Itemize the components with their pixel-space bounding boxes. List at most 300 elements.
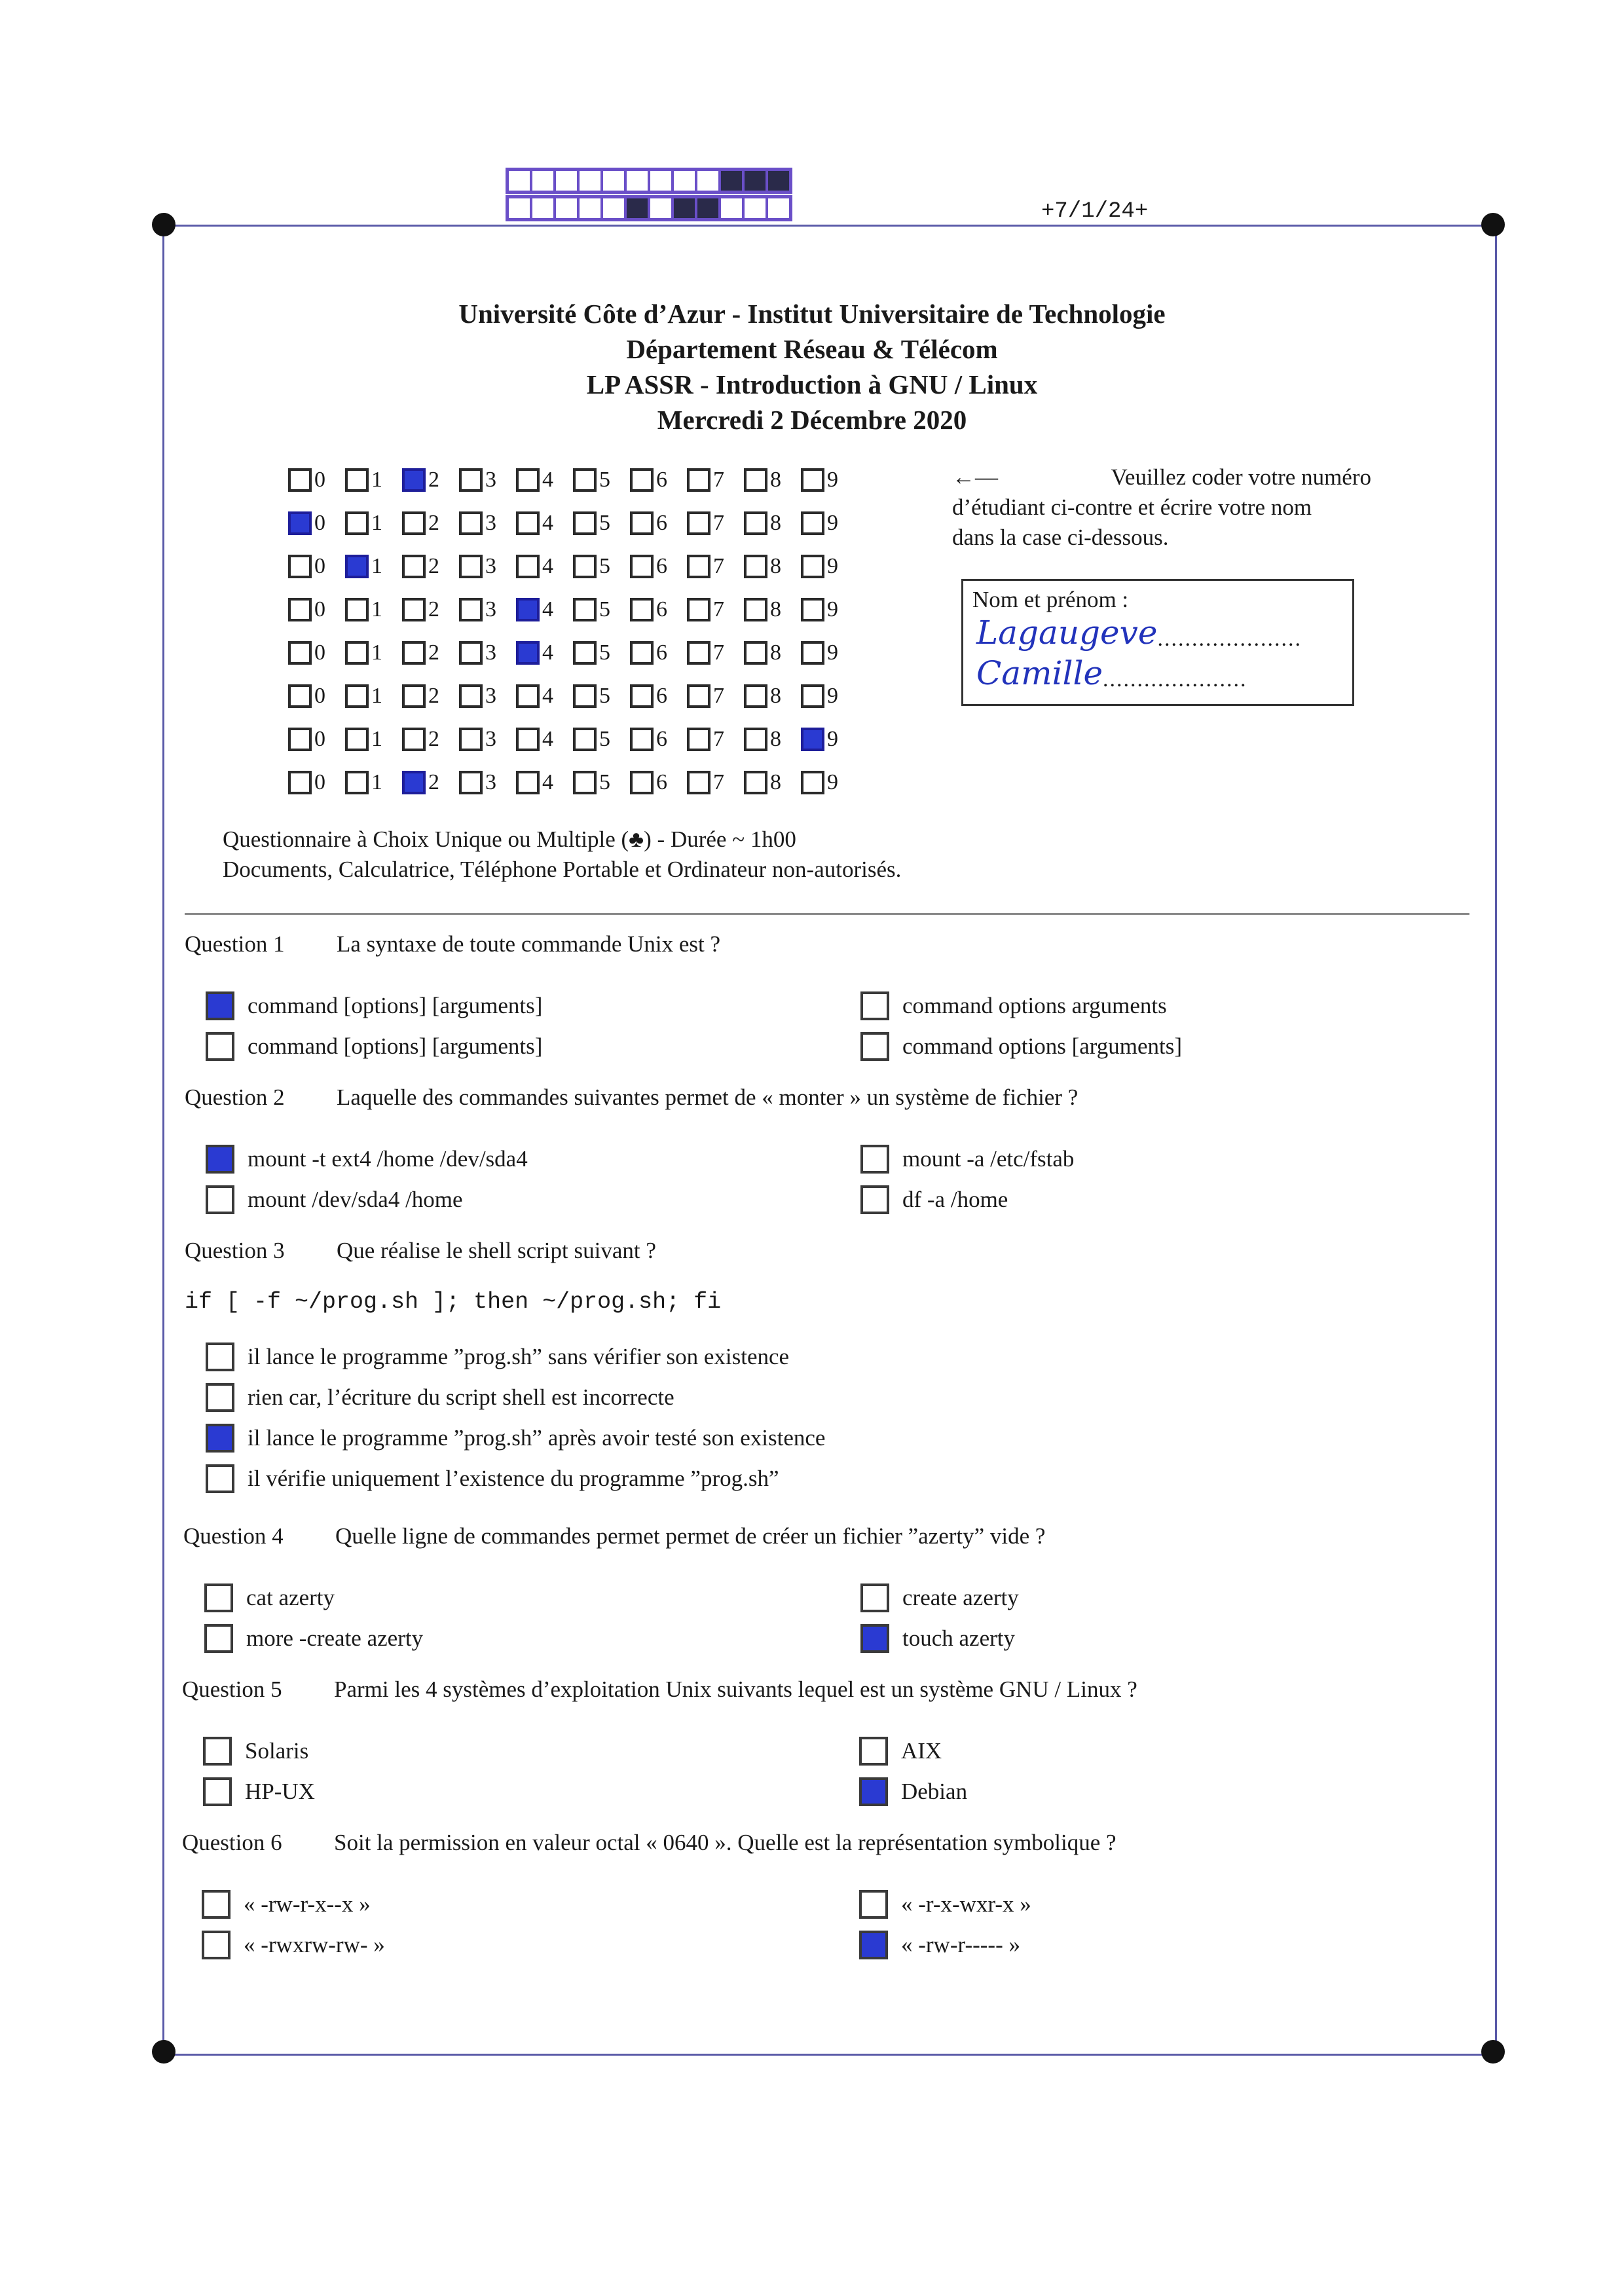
answer-text: more -create azerty	[246, 1625, 424, 1651]
id-digit-checkbox[interactable]	[801, 684, 824, 708]
id-digit-checkbox[interactable]	[573, 641, 597, 665]
id-digit-checkbox[interactable]	[288, 555, 312, 578]
q1-answer-b[interactable]	[860, 991, 1167, 1020]
id-digit-option[interactable]	[459, 554, 516, 579]
id-digit-checkbox[interactable]	[801, 468, 824, 492]
id-digit-label: 4	[542, 770, 553, 794]
id-digit-label: 3	[485, 640, 496, 665]
id-digit-label: 7	[713, 770, 724, 794]
id-digit-checkbox[interactable]	[402, 728, 426, 751]
checkbox[interactable]	[860, 1145, 889, 1174]
id-digit-option[interactable]	[516, 511, 573, 536]
id-digit-checkbox[interactable]	[516, 511, 540, 535]
id-digit-option[interactable]	[459, 684, 516, 709]
id-digit-label: 2	[428, 770, 439, 794]
id-digit-checkbox[interactable]	[345, 598, 369, 621]
checkbox[interactable]	[203, 1737, 232, 1766]
id-digit-label: 2	[428, 684, 439, 708]
id-digit-option[interactable]	[573, 727, 630, 752]
id-digit-option[interactable]	[402, 770, 459, 795]
id-digit-checkbox[interactable]	[687, 468, 710, 492]
id-digit-option[interactable]	[459, 727, 516, 752]
id-digit-checkbox[interactable]	[345, 728, 369, 751]
id-digit-checkbox[interactable]	[630, 728, 654, 751]
id-digit-option[interactable]	[516, 554, 573, 579]
id-digit-label: 8	[770, 770, 781, 794]
id-digit-checkbox[interactable]	[459, 684, 483, 708]
id-digit-checkbox[interactable]	[459, 598, 483, 621]
id-digit-checkbox[interactable]	[744, 468, 767, 492]
checkbox[interactable]	[860, 1032, 889, 1061]
id-digit-checkbox[interactable]	[459, 511, 483, 535]
q3-answer-d[interactable]	[206, 1464, 779, 1493]
id-digit-label: 3	[485, 511, 496, 535]
id-digit-option[interactable]	[744, 597, 801, 622]
q3-answer-a[interactable]	[206, 1342, 789, 1371]
id-digit-checkbox[interactable]	[573, 598, 597, 621]
id-digit-checkbox[interactable]	[288, 511, 312, 535]
id-digit-option[interactable]	[345, 468, 402, 492]
name-dots-line-2: .....................	[1103, 667, 1247, 692]
id-digit-option[interactable]	[573, 684, 630, 709]
answer-text: il lance le programme ”prog.sh” après avoir testé son existence	[248, 1425, 826, 1451]
id-digit-option[interactable]	[345, 640, 402, 665]
id-digit-option[interactable]	[801, 640, 858, 665]
id-digit-option[interactable]	[801, 597, 858, 622]
id-instructions	[952, 462, 1371, 553]
id-digit-option[interactable]	[801, 468, 858, 492]
id-digit-label: 8	[770, 468, 781, 492]
q3-answer-c[interactable]	[206, 1424, 825, 1453]
handwritten-last-name: Lagaugeve	[976, 614, 1158, 652]
id-digit-checkbox[interactable]	[402, 598, 426, 621]
question-2-text: Laquelle des commandes suivantes permet de « monter » un système de fichier ?	[337, 1084, 1079, 1110]
id-digit-label: 6	[656, 640, 667, 665]
id-digit-option[interactable]	[288, 468, 345, 492]
id-digit-option[interactable]	[402, 554, 459, 579]
id-digit-checkbox[interactable]	[573, 771, 597, 794]
id-digit-option[interactable]	[345, 684, 402, 709]
id-digit-checkbox[interactable]	[516, 641, 540, 665]
id-digit-label: 1	[371, 684, 382, 708]
id-digit-label: 8	[770, 554, 781, 578]
checkbox[interactable]	[204, 1624, 233, 1653]
id-digit-label: 4	[542, 554, 553, 578]
id-digit-checkbox[interactable]	[630, 641, 654, 665]
id-digit-checkbox[interactable]	[345, 771, 369, 794]
name-box[interactable]	[961, 579, 1354, 706]
id-digit-label: 8	[770, 727, 781, 751]
id-digit-checkbox[interactable]	[459, 468, 483, 492]
id-digit-option[interactable]	[402, 468, 459, 492]
q2-answer-d[interactable]	[860, 1185, 1008, 1214]
answer-text: mount -a /etc/fstab	[902, 1146, 1075, 1172]
id-digit-checkbox[interactable]	[801, 771, 824, 794]
id-digit-checkbox[interactable]	[459, 555, 483, 578]
answer-text: HP-UX	[245, 1779, 315, 1804]
id-digit-option[interactable]	[687, 727, 744, 752]
id-digit-option[interactable]	[687, 511, 744, 536]
checkbox[interactable]	[206, 1032, 234, 1061]
id-digit-option[interactable]	[573, 770, 630, 795]
id-digit-option[interactable]	[345, 770, 402, 795]
id-digit-checkbox[interactable]	[687, 684, 710, 708]
id-digit-checkbox[interactable]	[687, 771, 710, 794]
id-digit-label: 5	[599, 468, 610, 492]
id-digit-checkbox[interactable]	[687, 728, 710, 751]
id-digit-option[interactable]	[516, 727, 573, 752]
id-digit-option[interactable]	[687, 684, 744, 709]
id-digit-option[interactable]	[459, 640, 516, 665]
id-digit-checkbox[interactable]	[345, 468, 369, 492]
id-digit-option[interactable]	[630, 511, 687, 536]
q2-answer-b[interactable]	[860, 1145, 1074, 1174]
id-digit-checkbox[interactable]	[801, 511, 824, 535]
id-digit-option[interactable]	[687, 770, 744, 795]
id-digit-label: 5	[599, 511, 610, 535]
id-digit-option[interactable]	[687, 597, 744, 622]
id-digit-option[interactable]	[630, 468, 687, 492]
id-digit-option[interactable]	[801, 727, 858, 752]
answer-text: create azerty	[902, 1585, 1019, 1610]
id-digit-checkbox[interactable]	[744, 555, 767, 578]
id-digit-checkbox[interactable]	[573, 728, 597, 751]
id-digit-option[interactable]	[288, 727, 345, 752]
page-code-bit	[674, 171, 697, 191]
answer-text: Debian	[901, 1779, 968, 1804]
id-digit-checkbox[interactable]	[630, 468, 654, 492]
id-digit-checkbox[interactable]	[516, 771, 540, 794]
id-digit-label: 0	[314, 597, 325, 621]
id-digit-label: 0	[314, 770, 325, 794]
answer-text: cat azerty	[246, 1585, 335, 1610]
id-digit-checkbox[interactable]	[288, 641, 312, 665]
id-digit-option[interactable]	[459, 770, 516, 795]
id-digit-label: 3	[485, 468, 496, 492]
checkbox[interactable]	[206, 1342, 234, 1371]
checkbox[interactable]	[206, 1185, 234, 1214]
id-digit-option[interactable]	[573, 468, 630, 492]
id-digit-checkbox[interactable]	[288, 771, 312, 794]
q4-answer-b[interactable]	[860, 1583, 1019, 1612]
id-digit-checkbox[interactable]	[516, 684, 540, 708]
id-digit-label: 4	[542, 511, 553, 535]
id-digit-checkbox[interactable]	[573, 511, 597, 535]
id-digit-checkbox[interactable]	[402, 468, 426, 492]
id-digit-checkbox[interactable]	[345, 641, 369, 665]
id-digit-checkbox[interactable]	[744, 598, 767, 621]
checkbox[interactable]	[203, 1777, 232, 1806]
id-digit-checkbox[interactable]	[630, 598, 654, 621]
q5-answer-d[interactable]	[859, 1777, 967, 1806]
id-digit-label: 0	[314, 727, 325, 751]
id-digit-option[interactable]	[288, 597, 345, 622]
id-digit-label: 8	[770, 640, 781, 665]
id-digit-option[interactable]	[744, 468, 801, 492]
id-digit-checkbox[interactable]	[288, 598, 312, 621]
id-digit-label: 2	[428, 727, 439, 751]
id-digit-option[interactable]	[516, 770, 573, 795]
checkbox[interactable]	[860, 1583, 889, 1612]
q6-answer-d[interactable]	[859, 1931, 1020, 1959]
name-dots-line-1: .....................	[1157, 627, 1302, 651]
id-digit-checkbox[interactable]	[345, 511, 369, 535]
checkbox[interactable]	[206, 1145, 234, 1174]
q5-answer-b[interactable]	[859, 1737, 942, 1766]
id-digit-option[interactable]	[516, 597, 573, 622]
id-digit-label: 1	[371, 597, 382, 621]
id-digit-checkbox[interactable]	[573, 684, 597, 708]
id-digit-checkbox[interactable]	[744, 641, 767, 665]
id-digit-checkbox[interactable]	[288, 728, 312, 751]
id-digit-label: 4	[542, 684, 553, 708]
id-digit-option[interactable]	[288, 770, 345, 795]
id-digit-option[interactable]	[573, 597, 630, 622]
id-digit-checkbox[interactable]	[687, 598, 710, 621]
student-id-row	[288, 718, 858, 761]
id-digit-option[interactable]	[687, 640, 744, 665]
id-digit-checkbox[interactable]	[573, 555, 597, 578]
q4-answer-a[interactable]	[204, 1583, 335, 1612]
page-code-bit	[603, 171, 627, 191]
left-arrow-icon: ←—	[952, 464, 998, 490]
id-digit-label: 2	[428, 554, 439, 578]
id-digit-label: 5	[599, 684, 610, 708]
id-digit-checkbox[interactable]	[402, 771, 426, 794]
id-digit-checkbox[interactable]	[630, 771, 654, 794]
id-digit-option[interactable]	[801, 770, 858, 795]
id-digit-option[interactable]	[744, 727, 801, 752]
id-digit-option[interactable]	[459, 468, 516, 492]
question-3-code: if [ -f ~/prog.sh ]; then ~/prog.sh; fi	[185, 1289, 722, 1315]
id-digit-option[interactable]	[402, 597, 459, 622]
checkbox[interactable]	[859, 1890, 888, 1919]
id-digit-checkbox[interactable]	[516, 555, 540, 578]
checkbox[interactable]	[202, 1931, 231, 1959]
id-digit-checkbox[interactable]	[801, 598, 824, 621]
id-digit-checkbox[interactable]	[516, 728, 540, 751]
id-digit-checkbox[interactable]	[402, 641, 426, 665]
q6-answer-c[interactable]	[202, 1931, 385, 1959]
checkbox[interactable]	[859, 1777, 888, 1806]
question-1	[185, 931, 720, 957]
header-course: LP ASSR - Introduction à GNU / Linux	[586, 369, 1038, 399]
answer-text: « -rwxrw-rw- »	[244, 1932, 385, 1957]
id-digit-label: 6	[656, 727, 667, 751]
id-digit-option[interactable]	[687, 468, 744, 492]
answer-text: command options [arguments]	[902, 1033, 1183, 1059]
instructions-line-3: dans la case ci-dessous.	[952, 525, 1169, 550]
id-digit-option[interactable]	[402, 640, 459, 665]
id-digit-label: 7	[713, 511, 724, 535]
id-digit-option[interactable]	[345, 727, 402, 752]
id-digit-option[interactable]	[516, 684, 573, 709]
id-digit-option[interactable]	[402, 511, 459, 536]
id-digit-checkbox[interactable]	[402, 511, 426, 535]
checkbox[interactable]	[204, 1583, 233, 1612]
id-digit-checkbox[interactable]	[345, 684, 369, 708]
q1-answer-c[interactable]	[206, 1032, 542, 1061]
question-3	[185, 1238, 656, 1264]
id-digit-option[interactable]	[630, 684, 687, 709]
corner-marker-bottom-left	[152, 2040, 175, 2064]
id-digit-option[interactable]	[288, 684, 345, 709]
id-digit-option[interactable]	[630, 554, 687, 579]
q6-answer-b[interactable]	[859, 1890, 1031, 1919]
id-digit-checkbox[interactable]	[402, 684, 426, 708]
id-digit-label: 9	[827, 770, 838, 794]
q1-answer-d[interactable]	[860, 1032, 1182, 1061]
student-id-row	[288, 502, 858, 545]
id-digit-label: 5	[599, 554, 610, 578]
page-code-bit	[603, 198, 627, 218]
q6-answer-a[interactable]	[202, 1890, 371, 1919]
id-digit-option[interactable]	[459, 511, 516, 536]
checkbox[interactable]	[860, 1185, 889, 1214]
id-digit-checkbox[interactable]	[687, 555, 710, 578]
id-digit-label: 3	[485, 597, 496, 621]
id-digit-checkbox[interactable]	[630, 555, 654, 578]
id-digit-label: 6	[656, 770, 667, 794]
checkbox[interactable]	[202, 1890, 231, 1919]
id-digit-checkbox[interactable]	[801, 641, 824, 665]
id-digit-option[interactable]	[345, 554, 402, 579]
id-digit-option[interactable]	[345, 511, 402, 536]
id-digit-checkbox[interactable]	[744, 771, 767, 794]
id-digit-checkbox[interactable]	[516, 598, 540, 621]
id-digit-option[interactable]	[288, 511, 345, 536]
id-digit-option[interactable]	[630, 640, 687, 665]
page-code-bit	[650, 198, 674, 218]
id-digit-label: 4	[542, 597, 553, 621]
id-digit-option[interactable]	[744, 770, 801, 795]
id-digit-checkbox[interactable]	[801, 728, 824, 751]
id-digit-option[interactable]	[630, 597, 687, 622]
id-digit-checkbox[interactable]	[630, 511, 654, 535]
student-id-row	[288, 458, 858, 502]
id-digit-checkbox[interactable]	[459, 641, 483, 665]
page-code-bit	[650, 171, 674, 191]
student-id-row	[288, 631, 858, 675]
checkbox[interactable]	[860, 991, 889, 1020]
id-digit-checkbox[interactable]	[345, 555, 369, 578]
id-digit-option[interactable]	[402, 727, 459, 752]
id-digit-option[interactable]	[687, 554, 744, 579]
page-code-bit	[745, 198, 768, 218]
q2-answer-c[interactable]	[206, 1185, 463, 1214]
id-digit-option[interactable]	[288, 640, 345, 665]
page-code-bit	[556, 198, 580, 218]
id-digit-option[interactable]	[744, 511, 801, 536]
id-digit-label: 9	[827, 511, 838, 535]
id-digit-checkbox[interactable]	[573, 468, 597, 492]
answer-text: Solaris	[245, 1738, 309, 1764]
id-digit-option[interactable]	[801, 554, 858, 579]
checkbox[interactable]	[859, 1931, 888, 1959]
id-digit-label: 1	[371, 468, 382, 492]
id-digit-checkbox[interactable]	[402, 555, 426, 578]
corner-marker-top-left	[152, 213, 175, 236]
question-6-label: Question 6	[182, 1830, 282, 1855]
id-digit-option[interactable]	[630, 770, 687, 795]
id-digit-checkbox[interactable]	[744, 684, 767, 708]
checkbox[interactable]	[860, 1624, 889, 1653]
id-digit-checkbox[interactable]	[687, 641, 710, 665]
checkbox[interactable]	[859, 1737, 888, 1766]
id-digit-option[interactable]	[801, 684, 858, 709]
id-digit-checkbox[interactable]	[459, 771, 483, 794]
q5-answer-c[interactable]	[203, 1777, 315, 1806]
id-digit-checkbox[interactable]	[288, 468, 312, 492]
id-digit-checkbox[interactable]	[459, 728, 483, 751]
instructions-line-2: d’étudiant ci-contre et écrire votre nom	[952, 494, 1312, 520]
q4-answer-d[interactable]	[860, 1624, 1015, 1653]
id-digit-option[interactable]	[744, 554, 801, 579]
id-digit-checkbox[interactable]	[288, 684, 312, 708]
student-id-grid[interactable]	[288, 458, 858, 804]
checkbox[interactable]	[206, 991, 234, 1020]
checkbox[interactable]	[206, 1464, 234, 1493]
id-digit-checkbox[interactable]	[687, 511, 710, 535]
exam-info-line-2: Documents, Calculatrice, Téléphone Portable et Ordinateur non-autorisés.	[223, 857, 902, 882]
id-digit-option[interactable]	[630, 727, 687, 752]
id-digit-option[interactable]	[744, 640, 801, 665]
id-digit-option[interactable]	[288, 554, 345, 579]
id-digit-option[interactable]	[573, 640, 630, 665]
name-box-label: Nom et prénom :	[972, 587, 1129, 612]
q5-answer-a[interactable]	[203, 1737, 308, 1766]
page-code-bit	[697, 171, 721, 191]
student-id-row	[288, 675, 858, 718]
q2-answer-a[interactable]	[206, 1145, 528, 1174]
q3-answer-b[interactable]	[206, 1383, 674, 1412]
id-digit-checkbox[interactable]	[744, 511, 767, 535]
id-digit-option[interactable]	[459, 597, 516, 622]
checkbox[interactable]	[206, 1424, 234, 1453]
answer-text: command [options] [arguments]	[248, 1033, 543, 1059]
checkbox[interactable]	[206, 1383, 234, 1412]
page-code-bits-row-1	[506, 168, 792, 194]
id-digit-option[interactable]	[345, 597, 402, 622]
page-code-bit	[627, 171, 650, 191]
id-digit-checkbox[interactable]	[801, 555, 824, 578]
id-digit-label: 2	[428, 640, 439, 665]
q1-answer-a[interactable]	[206, 991, 542, 1020]
id-digit-label: 7	[713, 727, 724, 751]
id-digit-option[interactable]	[516, 640, 573, 665]
id-digit-checkbox[interactable]	[630, 684, 654, 708]
id-digit-label: 9	[827, 554, 838, 578]
id-digit-option[interactable]	[573, 554, 630, 579]
id-digit-label: 1	[371, 640, 382, 665]
id-digit-option[interactable]	[516, 468, 573, 492]
id-digit-label: 1	[371, 511, 382, 535]
answer-text: « -rw-r-x--x »	[244, 1891, 371, 1917]
question-4-text: Quelle ligne de commandes permet permet de créer un fichier ”azerty” vide ?	[335, 1523, 1046, 1549]
question-4	[183, 1523, 1045, 1549]
question-5-text: Parmi les 4 systèmes d’exploitation Unix suivants lequel est un système GNU / Linux ?	[334, 1676, 1137, 1702]
id-digit-option[interactable]	[744, 684, 801, 709]
id-digit-label: 8	[770, 511, 781, 535]
id-digit-option[interactable]	[573, 511, 630, 536]
id-digit-checkbox[interactable]	[516, 468, 540, 492]
id-digit-label: 6	[656, 511, 667, 535]
q4-answer-c[interactable]	[204, 1624, 423, 1653]
id-digit-option[interactable]	[801, 511, 858, 536]
id-digit-option[interactable]	[402, 684, 459, 709]
id-digit-checkbox[interactable]	[744, 728, 767, 751]
student-id-row	[288, 588, 858, 631]
